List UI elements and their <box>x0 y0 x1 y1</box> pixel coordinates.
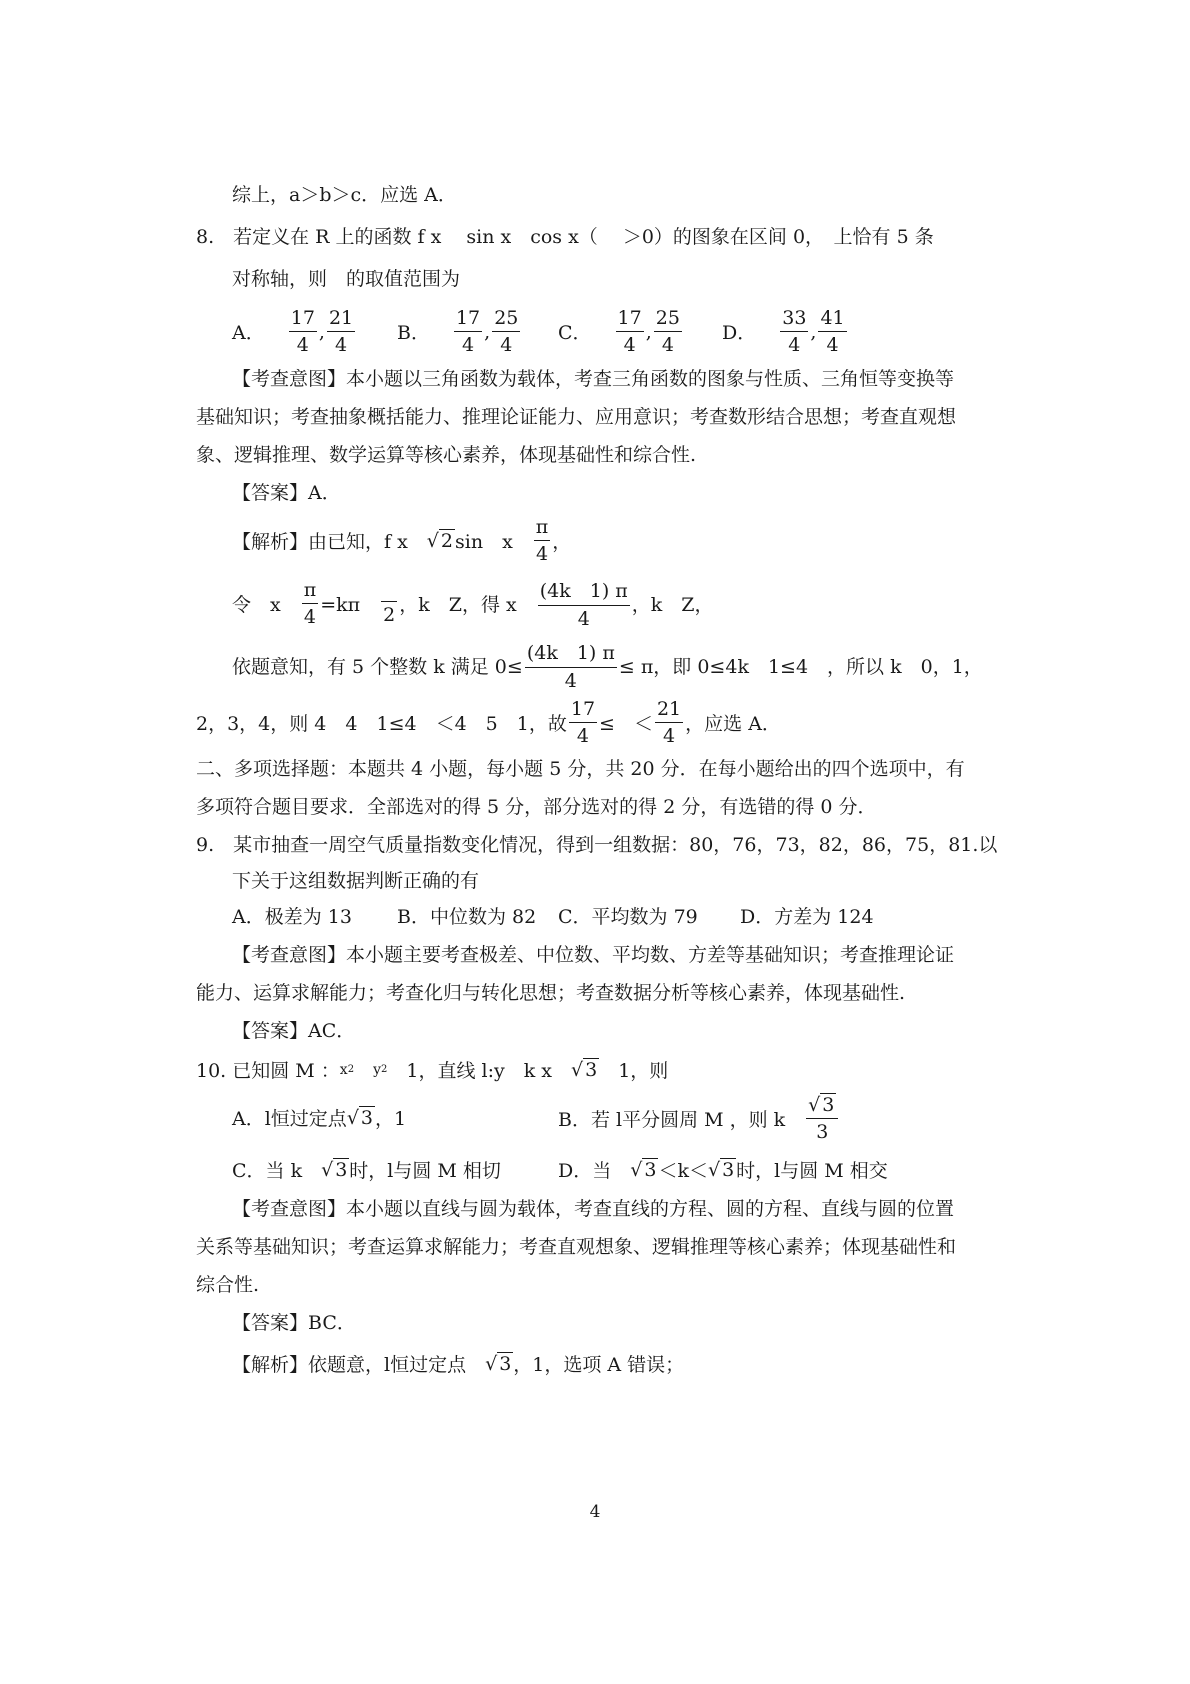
fraction: $\frac{\pi}{4}$ <box>303 578 317 628</box>
q8-intent-line3: 象、逻辑推理、数学运算等核心素养，体现基础性和综合性. <box>196 444 697 466</box>
sqrt: √ 3 <box>630 1158 657 1181</box>
q8-option-b: B． $\frac{17}{4}$ , $\frac{25}{4}$ <box>397 307 519 356</box>
q8-option-d: D． $\frac{33}{4}$ , $\frac{41}{4}$ <box>722 307 845 356</box>
q8-stem-line2: 对称轴，则 的取值范围为 <box>232 268 461 290</box>
fraction: $\frac{√ 3}{3}$ <box>806 1094 838 1143</box>
fraction: $\frac{25}{4}$ <box>655 307 680 356</box>
fraction: $\frac{\pi}{4}$ <box>535 516 549 565</box>
q10-option-d: D．当 √ 3 ＜k＜ √ 3 时，l与圆 M 相交 <box>558 1158 888 1182</box>
q8-intent-line1: 【考查意图】本小题以三角函数为载体，考查三角函数的图象与性质、三角恒等变换等 <box>232 368 955 390</box>
q8-option-c: C． $\frac{17}{4}$ , $\frac{25}{4}$ <box>558 307 680 356</box>
q9-stem-line1: 9. 某市抽查一周空气质量指数变化情况，得到一组数据：80，76，73，82，86，75，81.以 <box>196 834 998 856</box>
q8-solution-line1: 【解析】由已知，f x √ 2 sin x $\frac{\pi}{4}$ ， <box>232 516 572 565</box>
q9-option-a: A．极差为 13 <box>232 906 352 928</box>
q10-solution: 【解析】依题意，l恒过定点 √ 3 ，1，选项 A 错误； <box>232 1352 685 1376</box>
sqrt: √ 3 <box>808 1094 835 1116</box>
q9-intent-line2: 能力、运算求解能力；考查化归与转化思想；考查数据分析等核心素养，体现基础性. <box>196 982 906 1004</box>
sqrt: √ 2 <box>426 529 453 552</box>
q10-intent-line1: 【考查意图】本小题以直线与圆为载体，考查直线的方程、圆的方程、直线与圆的位置 <box>232 1198 955 1220</box>
q8-answer: 【答案】A． <box>232 482 341 504</box>
fraction: $\frac{21}{4}$ <box>328 307 354 356</box>
section2-heading-line1: 二、多项选择题：本题共 4 小题，每小题 5 分，共 20 分．在每小题给出的四个选项中，有 <box>196 758 965 780</box>
fraction: $\frac{41}{4}$ <box>820 307 845 356</box>
section2-heading-line2: 多项符合题目要求．全部选对的得 5 分，部分选对的得 2 分，有选错的得 0 分． <box>196 796 877 818</box>
sqrt: √ 3 <box>571 1058 598 1081</box>
sqrt: √ 3 <box>707 1158 735 1181</box>
fraction: $\frac{21}{4}$ <box>656 698 682 747</box>
fraction: $\frac{33}{4}$ <box>782 307 807 356</box>
q10-option-a: A．l恒过定点 √ 3 ，1 <box>232 1106 407 1130</box>
fraction: $\frac{17}{4}$ <box>290 307 315 356</box>
q9-option-b: B．中位数为 82 <box>397 906 537 928</box>
q10-intent-line2: 关系等基础知识；考查运算求解能力；考查直观想象、逻辑推理等核心素养；体现基础性和 <box>196 1236 957 1258</box>
q9-option-c: C．平均数为 79 <box>558 906 698 928</box>
q8-solution-line4: 2，3，4，则 4 4 1≤4 ＜4 5 1，故 $\frac{17}{4}$ ≤ ＜ $\frac{21}{4}$ ，应选 A． <box>196 698 781 747</box>
q10-option-b: B．若 l平分圆周 M ，则 k $\frac{√ 3}{3}$ <box>558 1094 840 1143</box>
q8-solution-line2: 令 x $\frac{\pi}{4}$ =kπ 2 ，k Z，得 x $\frac{(4k 1) \pi}{4}$ ，k Z， <box>232 576 713 630</box>
q8-stem-line1: 8. 若定义在 R 上的函数 f x sin x cos x（ ＞0）的图象在区间 0， 上恰有 5 条 <box>196 226 934 248</box>
fraction: $\frac{17}{4}$ <box>617 307 642 356</box>
sqrt: √ 3 <box>485 1352 512 1375</box>
fraction: $\frac{25}{4}$ <box>494 307 519 356</box>
q8-solution-line3: 依题意知，有 5 个整数 k 满足 0≤ $\frac{(4k 1) \pi}{4}$ ≤ π，即 0≤4k 1≤4 ，所以 k 0，1， <box>232 638 983 692</box>
fraction: $\frac{(4k 1) \pi}{4}$ <box>539 580 628 630</box>
q9-option-d: D．方差为 124 <box>740 906 874 928</box>
q8-option-a: A． $\frac{17}{4}$ , $\frac{21}{4}$ <box>232 307 354 356</box>
q8-intent-line2: 基础知识；考查抽象概括能力、推理论证能力、应用意识；考查数形结合思想；考查直观想 <box>196 406 957 428</box>
sqrt: √ 3 <box>346 1106 374 1129</box>
q10-intent-line3: 综合性. <box>196 1274 260 1296</box>
q10-answer: 【答案】BC． <box>232 1312 356 1334</box>
fraction: $\frac{17}{4}$ <box>570 698 596 747</box>
q9-answer: 【答案】AC． <box>232 1020 356 1042</box>
q7-conclusion: 综上，a＞b＞c．应选 A． <box>232 184 457 206</box>
fraction: $\frac{17}{4}$ <box>455 307 481 356</box>
q9-intent-line1: 【考查意图】本小题主要考查极差、中位数、平均数、方差等基础知识；考查推理论证 <box>232 944 955 966</box>
q10-stem: 10. 已知圆 M ： x 2 y 2 1，直线 l:y k x √ 3 1，则 <box>196 1058 669 1082</box>
fraction: $\frac{(4k 1) \pi}{4}$ <box>526 642 615 692</box>
page-number: 4 <box>589 1502 601 1522</box>
fraction: 2 <box>381 580 397 626</box>
sqrt: √ 3 <box>321 1158 348 1181</box>
q9-stem-line2: 下关于这组数据判断正确的有 <box>232 870 480 892</box>
q10-option-c: C．当 k √ 3 时，l与圆 M 相切 <box>232 1158 501 1182</box>
